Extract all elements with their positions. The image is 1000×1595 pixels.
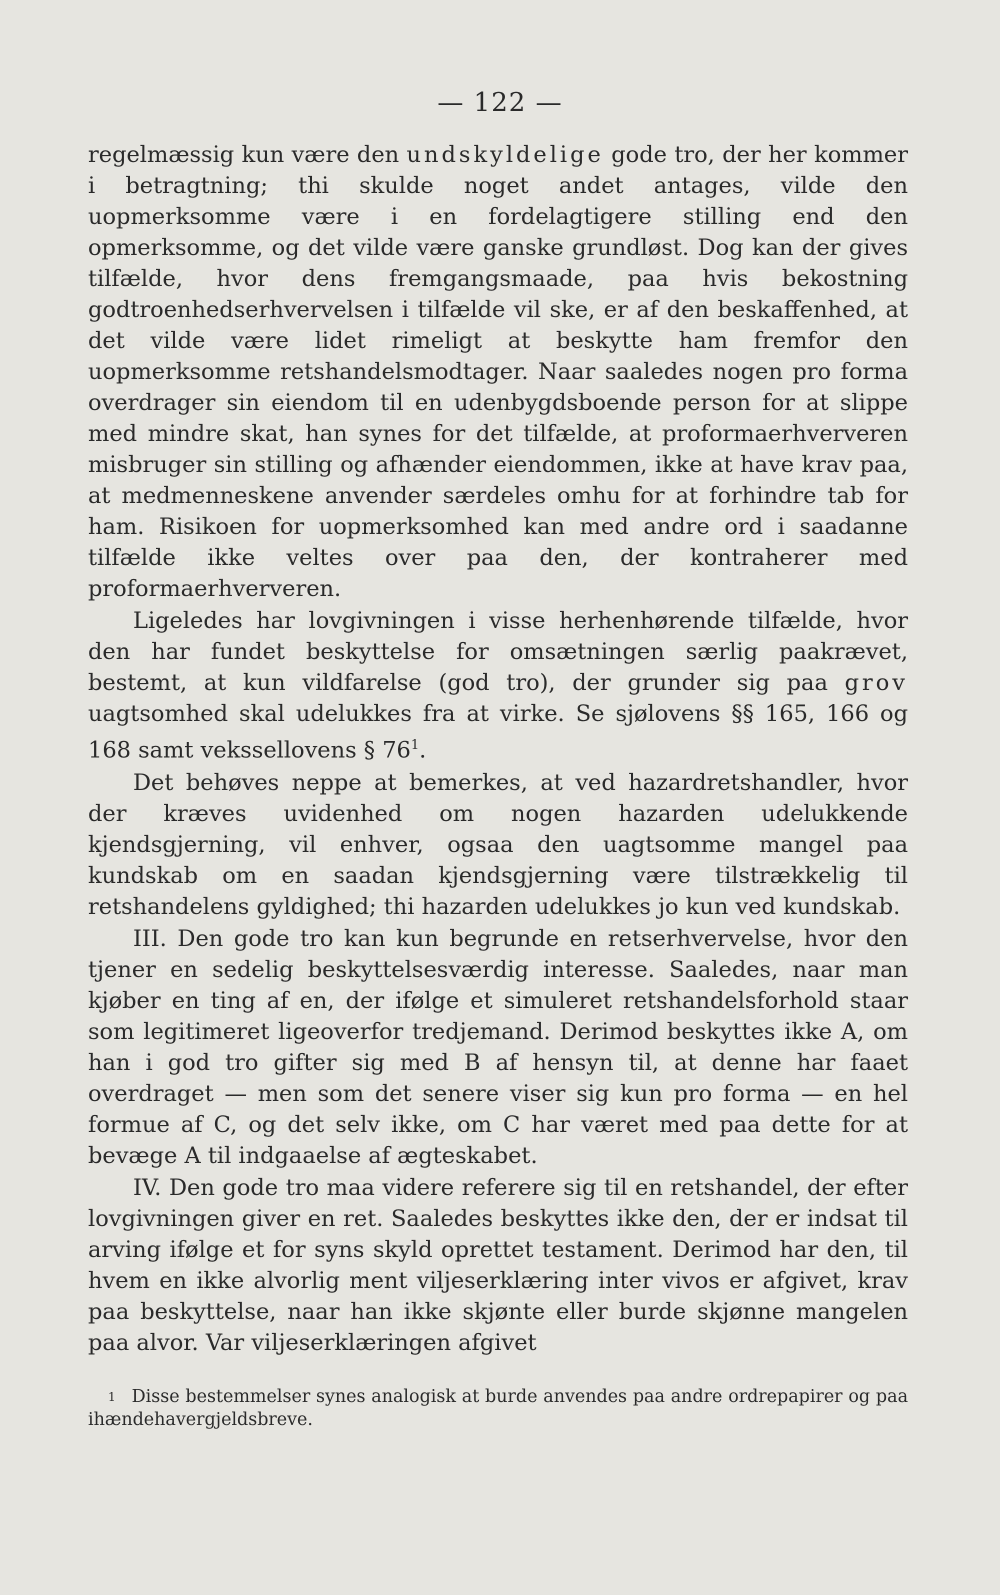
paragraph-p5 — [88, 1173, 908, 1359]
text-run: regelmæssig kun være den — [88, 142, 407, 168]
text-run: III. Den gode tro kan kun begrunde en retserhvervelse, hvor den tjener en sedelig beskyttelsesværdig interesse. Saaledes, naar man kjøber en ting af en, der ifølge et simuleret retshandelsforhold staar som legitimeret ligeoverfor tredjemand. Derimod beskyttes ikke A, om han i god tro gifter sig med B af hensyn til, at denne har faaet overdraget — men som det senere viser sig kun pro forma — en hel formue af C, og det selv ikke, om C har været med paa dette for at bevæge A til indgaaelse af ægteskabet. — [88, 925, 908, 1169]
text-run: uagtsomhed skal udelukkes fra at virke. Se sjølovens §§ 165, 166 og 168 samt vekssellovens § 76 — [88, 701, 908, 764]
page-number: — 122 — — [437, 88, 563, 118]
text-run: gode tro, der her kommer i betragtning; thi skulde noget andet antages, vilde den uopmerksomme være i en fordelagtigere stilling end den opmerksomme, og det vilde være ganske grundløst. Dog kan der gives tilfælde, hvor dens fremgangsmaade, paa hvis bekostning godtroenhedserhvervelsen i tilfælde vil ske, er af den beskaffenhed, at det vilde være lidet rimeligt at beskytte ham fremfor den uopmerksomme retshandelsmodtager. Naar saaledes nogen pro forma overdrager sin eiendom til en udenbygdsboende person for at slippe med mindre skat, han synes for det tilfælde, at proformaerhververen misbruger sin stilling og afhænder eiendommen, ikke at have krav paa, at medmenneskene anvender særdeles omhu for at forhindre tab for ham. Risikoen for uopmerksomhed kan med andre ord i saadanne tilfælde ikke veltes over paa den, der kontraherer med proformaerhververen. — [88, 142, 909, 602]
text-run: . — [419, 737, 427, 764]
footnote — [88, 1386, 908, 1432]
footnote-reference: 1 — [410, 738, 420, 753]
paragraph-p3 — [88, 768, 908, 923]
body-text — [88, 140, 908, 1359]
text-run: Det behøves neppe at bemerkes, at ved hazardretshandler, hvor der kræves uvidenhed om nogen hazarden udelukkende kjendsgjerning, vil enhver, ogsaa den uagtsomme mangel paa kundskab om en saadan kjendsgjerning være tilstrækkelig til retshandelens gyldighed; thi hazarden udelukkes jo kun ved kundskab. — [88, 769, 908, 920]
footnote-text: Disse bestemmelser synes analogisk at burde anvendes paa andre ordrepapirer og paa ihændehavergjeldsbreve. — [88, 1387, 908, 1430]
emphasized-text: grov — [844, 670, 908, 696]
paragraph-p1 — [88, 140, 908, 605]
emphasized-text: undskyldelige — [406, 142, 604, 168]
text-run: IV. Den gode tro maa videre referere sig til en retshandel, der efter lovgivningen giver en ret. Saaledes beskyttes ikke den, der er indsat til arving ifølge et for syns skyld oprettet testament. Derimod har den, til hvem en ikke alvorlig ment viljeserklæring inter vivos er afgivet, krav paa beskyttelse, naar han ikke skjønte eller burde skjønne mangelen paa alvor. Var viljeserklæringen afgivet — [88, 1174, 908, 1356]
text-run: Ligeledes har lovgivningen i visse herhenhørende tilfælde, hvor den har fundet beskyttelse for omsætningen særlig paakrævet, bestemt, at kun vildfarelse (god tro), der grunder sig paa — [88, 608, 908, 696]
paragraph-p2 — [88, 606, 908, 767]
footnote-mark: 1 — [108, 1390, 116, 1404]
footnotes — [88, 1386, 908, 1432]
paragraph-p4 — [88, 924, 908, 1172]
